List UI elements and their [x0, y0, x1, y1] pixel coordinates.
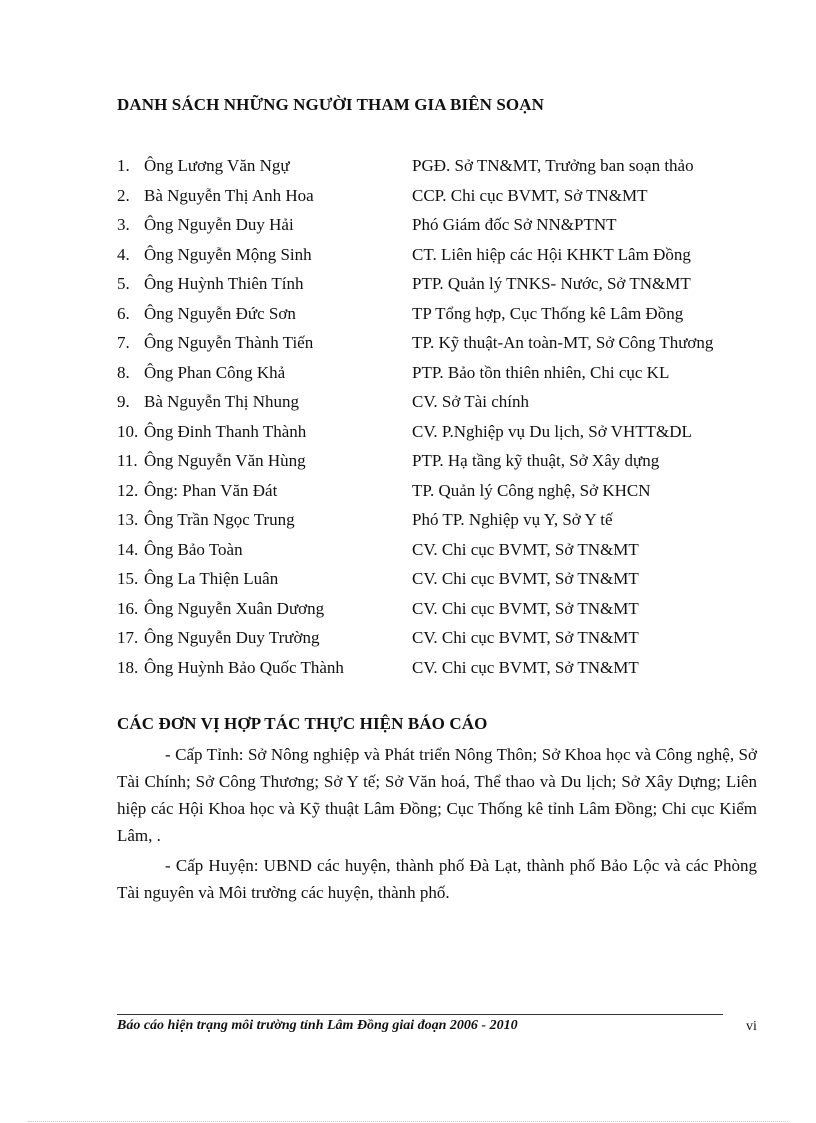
- contributor-list: [117, 151, 767, 682]
- footer-title: Báo cáo hiện trạng môi trường tỉnh Lâm Đồng giai đoạn 2006 - 2010: [117, 1018, 518, 1033]
- page-bottom-border: [28, 1121, 788, 1122]
- contributor-role: CV. P.Nghiệp vụ Du lịch, Sở VHTT&DL: [412, 421, 692, 441]
- contributor-role: PTP. Hạ tầng kỹ thuật, Sở Xây dựng: [412, 451, 660, 470]
- contributor-row: [117, 446, 767, 476]
- contributor-role: CV. Chi cục BVMT, Sở TN&MT: [412, 539, 639, 559]
- contributor-row: [117, 269, 767, 299]
- contributor-number: 3.: [117, 215, 130, 234]
- contributor-number: 4.: [117, 244, 130, 264]
- contributor-role: PTP. Bảo tồn thiên nhiên, Chi cục KL: [412, 362, 670, 382]
- contributor-role: TP Tổng hợp, Cục Thống kê Lâm Đồng: [412, 303, 684, 323]
- contributor-role: CCP. Chi cục BVMT, Sở TN&MT: [412, 185, 648, 205]
- contributor-number: 14.: [117, 539, 139, 559]
- contributor-number: 9.: [117, 392, 130, 411]
- contributor-name: Ông Lương Văn Ngự: [144, 156, 290, 175]
- contributor-role: TP. Kỹ thuật-An toàn-MT, Sở Công Thương: [412, 333, 714, 352]
- contributor-role: CV. Chi cục BVMT, Sở TN&MT: [412, 657, 639, 677]
- contributor-row: [117, 594, 767, 624]
- contributor-name: Ông La Thiện Luân: [144, 569, 279, 588]
- contributor-name: Ông Nguyễn Văn Hùng: [144, 451, 306, 470]
- contributor-role: Phó TP. Nghiệp vụ Y, Sở Y tế: [412, 510, 613, 529]
- contributor-name: Ông Huỳnh Bảo Quốc Thành: [144, 657, 344, 677]
- contributor-number: 18.: [117, 657, 139, 677]
- footer-divider: [117, 1014, 723, 1015]
- contributor-role: CV. Sở Tài chính: [412, 392, 529, 411]
- contributor-row: [117, 151, 767, 181]
- contributor-role: Phó Giám đốc Sở NN&PTNT: [412, 215, 617, 234]
- contributor-row: [117, 535, 767, 565]
- contributor-number: 6.: [117, 303, 130, 323]
- contributor-role: CV. Chi cục BVMT, Sở TN&MT: [412, 628, 639, 647]
- contributor-row: [117, 417, 767, 447]
- contributor-role: TP. Quản lý Công nghệ, Sở KHCN: [412, 480, 651, 500]
- district-partners-paragraph: - Cấp Huyện: UBND các huyện, thành phố Đà Lạt, thành phố Bảo Lộc và các Phòng Tài nguyên và Môi trường các huyện, thành phố.: [117, 856, 757, 902]
- contributor-row: [117, 299, 767, 329]
- contributor-row: [117, 476, 767, 506]
- contributor-name: Ông Phan Công Khả: [144, 362, 286, 382]
- partners-heading: CÁC ĐƠN VỊ HỢP TÁC THỰC HIỆN BÁO CÁO: [117, 714, 488, 733]
- contributor-name: Bà Nguyễn Thị Anh Hoa: [144, 185, 314, 205]
- contributor-name: Ông Nguyễn Duy Hải: [144, 215, 294, 234]
- contributor-number: 13.: [117, 510, 139, 529]
- contributor-row: [117, 210, 767, 240]
- contributor-number: 1.: [117, 156, 130, 175]
- contributor-role: CT. Liên hiệp các Hội KHKT Lâm Đồng: [412, 244, 691, 264]
- contributor-role: CV. Chi cục BVMT, Sở TN&MT: [412, 598, 639, 618]
- contributor-name: Ông Nguyễn Mộng Sinh: [144, 244, 312, 264]
- contributor-number: 10.: [117, 421, 139, 441]
- contributor-role: PGĐ. Sở TN&MT, Trưởng ban soạn thảo: [412, 156, 694, 175]
- contributor-role: PTP. Quản lý TNKS- Nước, Sở TN&MT: [412, 274, 691, 293]
- contributor-row: [117, 623, 767, 653]
- contributor-name: Bà Nguyễn Thị Nhung: [144, 392, 300, 411]
- page-number: vi: [746, 1019, 757, 1034]
- contributor-number: 7.: [117, 333, 130, 352]
- contributor-row: [117, 564, 767, 594]
- contributors-heading: DANH SÁCH NHỮNG NGƯỜI THAM GIA BIÊN SOẠN: [117, 95, 544, 114]
- contributor-number: 15.: [117, 569, 139, 588]
- provincial-partners-paragraph: - Cấp Tỉnh: Sở Nông nghiệp và Phát triển Nông Thôn; Sở Khoa học và Công nghệ, Sở Tài Chính; Sở Công Thương; Sở Y tế; Sở Văn hoá, Thể thao và Du lịch; Sở Xây Dựng; Liên hiệp các Hội Khoa học và Kỹ thuật Lâm Đồng; Cục Thống kê tỉnh Lâm Đồng; Chi cục Kiểm Lâm, .: [117, 745, 757, 845]
- contributor-row: [117, 181, 767, 211]
- contributor-row: [117, 505, 767, 535]
- contributor-number: 2.: [117, 185, 130, 205]
- contributor-name: Ông Trần Ngọc Trung: [144, 510, 295, 529]
- contributor-number: 17.: [117, 628, 139, 647]
- contributor-number: 11.: [117, 451, 138, 470]
- contributor-role: CV. Chi cục BVMT, Sở TN&MT: [412, 569, 639, 588]
- contributor-row: [117, 358, 767, 388]
- contributor-name: Ông Đinh Thanh Thành: [144, 421, 307, 441]
- contributor-name: Ông Huỳnh Thiên Tính: [144, 274, 304, 293]
- contributor-number: 8.: [117, 362, 130, 382]
- contributor-name: Ông Bảo Toàn: [144, 539, 243, 559]
- contributor-name: Ông Nguyễn Thành Tiến: [144, 333, 314, 352]
- contributor-number: 16.: [117, 598, 139, 618]
- contributor-row: [117, 328, 767, 358]
- contributor-name: Ông Nguyễn Đức Sơn: [144, 303, 296, 323]
- contributor-name: Ông Nguyễn Duy Trường: [144, 628, 320, 647]
- contributor-number: 12.: [117, 480, 139, 500]
- contributor-row: [117, 240, 767, 270]
- contributor-number: 5.: [117, 274, 130, 293]
- contributor-name: Ông Nguyễn Xuân Dương: [144, 598, 325, 618]
- contributor-row: [117, 653, 767, 683]
- contributor-row: [117, 387, 767, 417]
- contributor-name: Ông: Phan Văn Đát: [144, 480, 278, 500]
